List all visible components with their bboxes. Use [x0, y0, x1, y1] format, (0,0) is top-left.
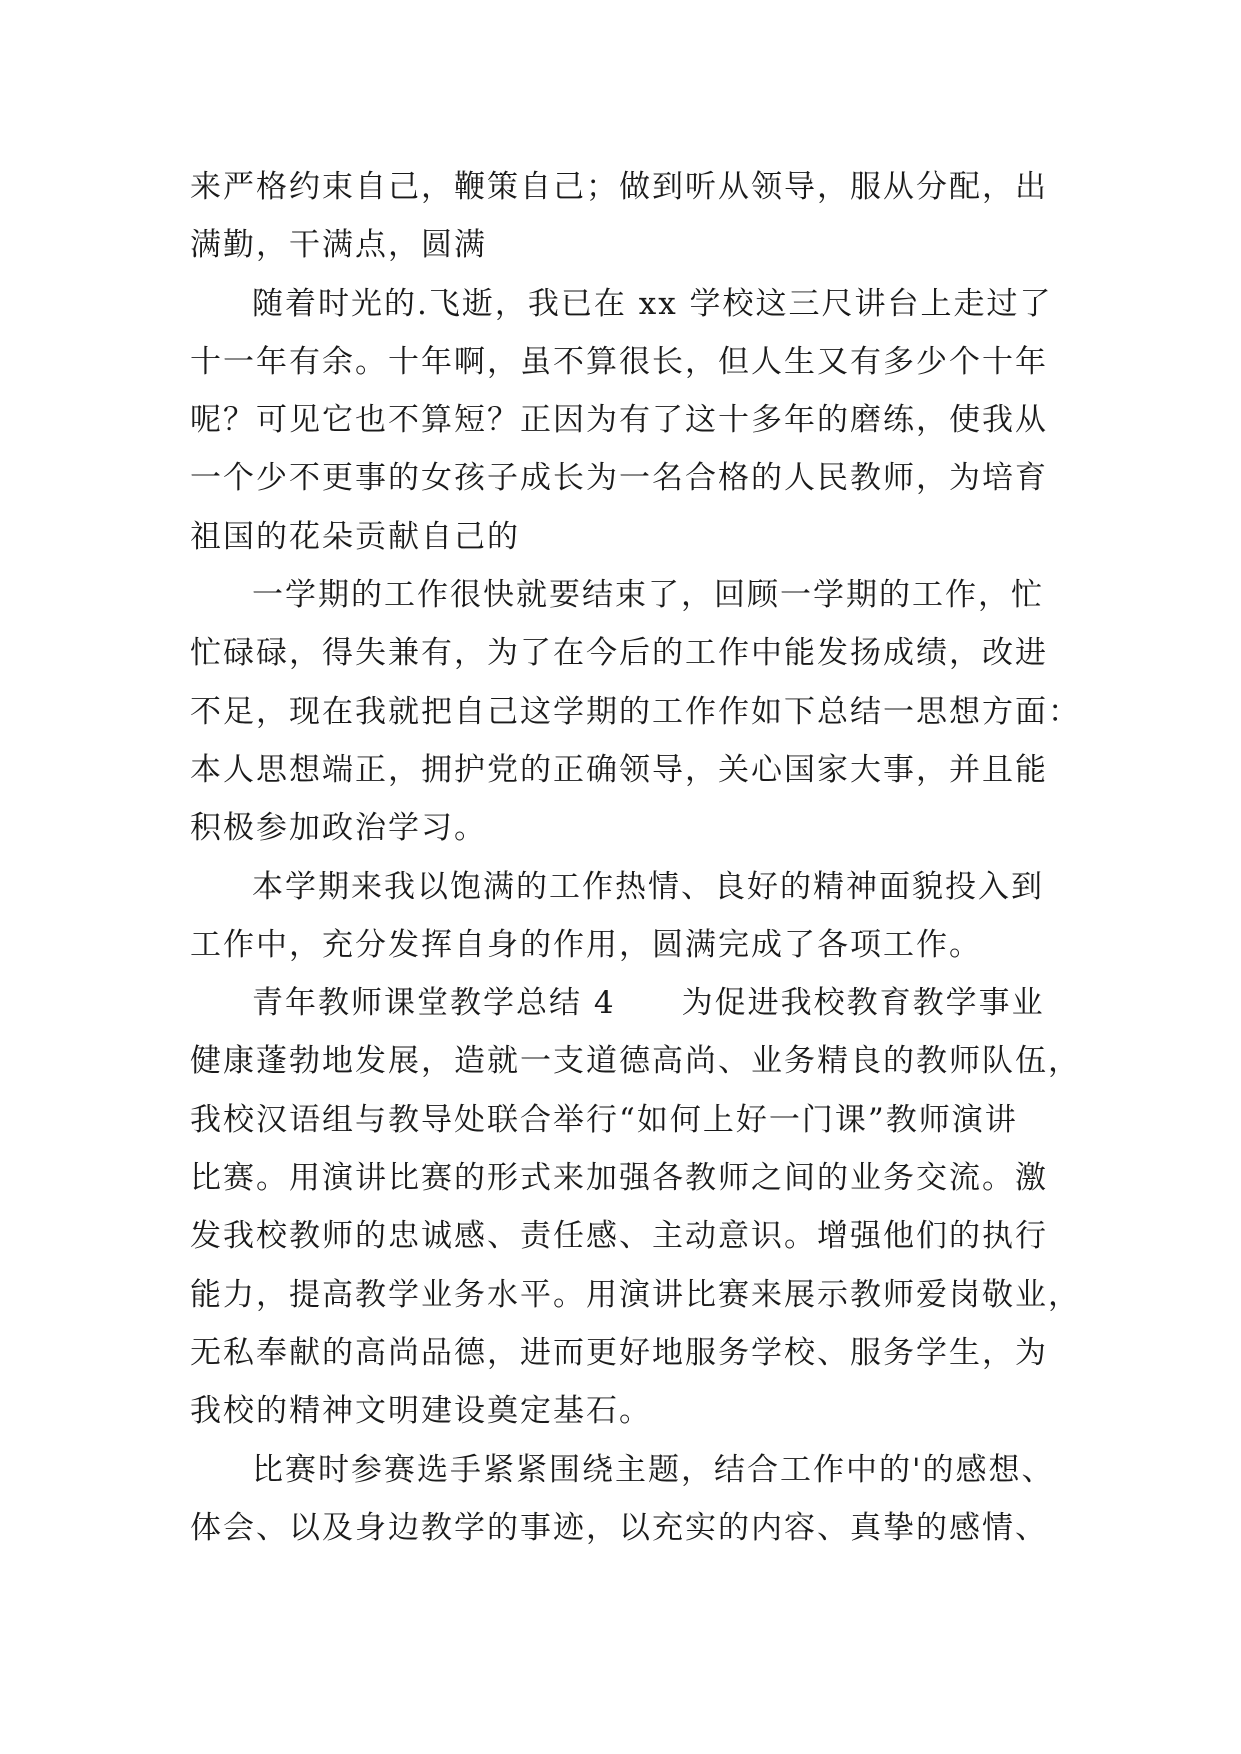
text-line: 我校的精神文明建设奠定基石。	[190, 1393, 652, 1430]
text-line: 来严格约束自己，鞭策自己；做到听从领导，服从分配，出	[190, 169, 1048, 205]
text-line: 祖国的花朵贡献自己的	[190, 518, 520, 555]
paragraph-start-line: 随着时光的.飞逝，我已在 xx 学校这三尺讲台上走过了	[252, 285, 1053, 322]
paragraph-start-line: 青年教师课堂教学总结 4 为促进我校教育教学事业	[252, 985, 1045, 1022]
text-line: 体会、以及身边教学的事迹，以充实的内容、真挚的感情、	[190, 1509, 1048, 1546]
text-line: 工作中，充分发挥自身的作用，圆满完成了各项工作。	[190, 926, 982, 963]
text-line: 呢？可见它也不算短？正因为有了这十多年的磨练，使我从	[190, 402, 1048, 439]
text-line: 发我校教师的忠诚感、责任感、主动意识。增强他们的执行	[190, 1218, 1048, 1255]
paragraph-start-line: 一学期的工作很快就要结束了，回顾一学期的工作，忙	[252, 577, 1044, 614]
text-line: 无私奉献的高尚品德，进而更好地服务学校、服务学生，为	[190, 1334, 1048, 1371]
document-body	[190, 158, 1081, 1557]
text-line: 一个少不更事的女孩子成长为一名合格的人民教师，为培育	[190, 460, 1048, 497]
text-line: 本人思想端正，拥护党的正确领导，关心国家大事，并且能	[190, 751, 1048, 788]
text-line: 满勤，干满点，圆满	[190, 227, 487, 264]
text-line: 忙碌碌，得失兼有，为了在今后的工作中能发扬成绩，改进	[190, 635, 1048, 672]
text-line: 积极参加政治学习。	[190, 810, 487, 847]
text-line: 不足，现在我就把自己这学期的工作作如下总结一思想方面：	[190, 693, 1081, 730]
text-line: 比赛。用演讲比赛的形式来加强各教师之间的业务交流。激	[190, 1160, 1048, 1197]
text-line: 我校汉语组与教导处联合举行“如何上好一门课”教师演讲	[190, 1101, 1018, 1138]
paragraph-start-line: 本学期来我以饱满的工作热情、良好的精神面貌投入到	[252, 868, 1044, 905]
text-line: 十一年有余。十年啊，虽不算很长，但人生又有多少个十年	[190, 343, 1048, 380]
paragraph-start-line: 比赛时参赛选手紧紧围绕主题，结合工作中的'的感想、	[252, 1451, 1055, 1488]
text-line: 能力，提高教学业务水平。用演讲比赛来展示教师爱岗敬业，	[190, 1276, 1081, 1313]
text-line: 健康蓬勃地发展，造就一支道德高尚、业务精良的教师队伍，	[190, 1043, 1081, 1080]
